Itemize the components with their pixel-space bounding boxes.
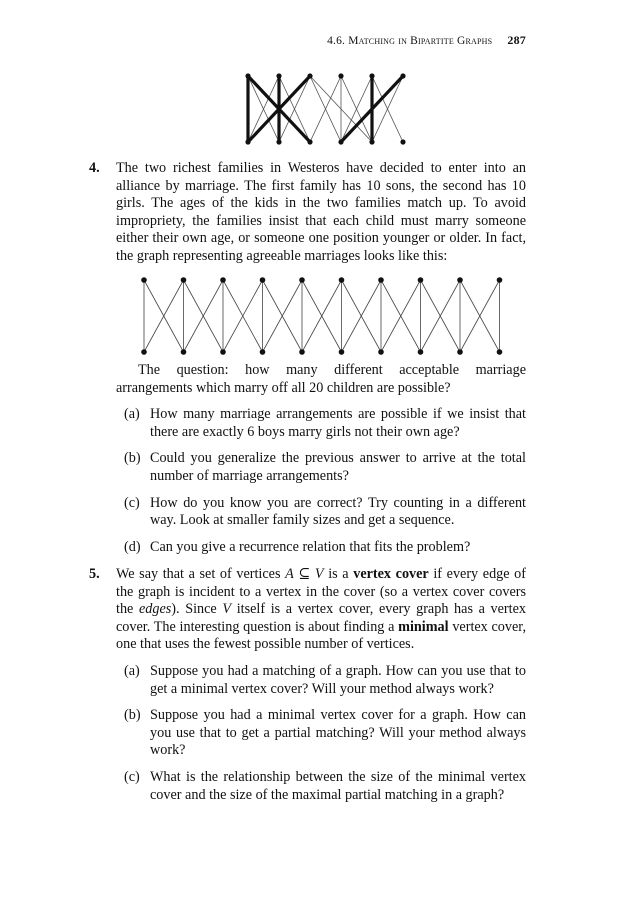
problem-4-question <box>116 362 526 565</box>
graph-vertex <box>369 139 374 144</box>
subquestion-list <box>116 406 526 556</box>
list-item <box>116 769 526 804</box>
list-item <box>116 663 526 698</box>
boy-vertex <box>260 277 266 283</box>
graph-vertex <box>369 73 374 78</box>
problem-intro: We say that a set of vertices A ⊆ V is a vertex cover if every edge of the graph is incident to a vertex in the cover (so a vertex cover covers the edges). Since V itself is a vertex cover, every graph has a vertex cover. The interesting question is about finding a minimal vertex cover, one that uses the fewest possible number of vertices. <box>116 566 526 653</box>
graph-vertex <box>307 73 312 78</box>
graph-vertex <box>338 139 343 144</box>
list-item <box>116 450 526 485</box>
item-text: Can you give a recurrence relation that fits the problem? <box>150 538 471 555</box>
item-text: How many marriage arrangements are possible if we insist that there are exactly 6 boys marry girls not their own age? <box>150 406 526 440</box>
graph-vertex <box>245 73 250 78</box>
problem-intro: The two richest families in Westeros have decided to enter into an alliance by marriage. The first family has 10 sons, the second has 10 girls. The ages of the kids in the two families match up. To avoid impropriety, the families insist that each child must marry someone either their own age, or someone one position younger or older. In fact, the graph representing agreeable marriages looks like this: <box>116 160 526 264</box>
boy-vertex <box>497 277 503 283</box>
problem-question: The question: how many different acceptable marriage arrangements which marry off all 20 children are possible? <box>116 362 526 396</box>
item-label: (a) <box>124 662 140 679</box>
boy-vertex <box>457 277 463 283</box>
page-number: 287 <box>507 33 526 47</box>
boy-vertex <box>181 277 187 283</box>
item-label: (a) <box>124 406 140 423</box>
list-item <box>116 406 526 441</box>
graph-vertex <box>338 73 343 78</box>
item-text: Suppose you had a matching of a graph. How can you use that to get a minimal vertex cover? Will your method always work? <box>150 662 526 697</box>
girl-vertex <box>418 349 424 355</box>
item-label: (c) <box>124 768 140 785</box>
girl-vertex <box>497 349 503 355</box>
item-text: Could you generalize the previous answer to arrive at the total number of marriage arrangements? <box>150 450 526 484</box>
girl-vertex <box>339 349 345 355</box>
girl-vertex <box>141 349 147 355</box>
list-item <box>116 495 526 530</box>
boy-vertex <box>220 277 226 283</box>
boy-vertex <box>378 277 384 283</box>
term-minimal: minimal <box>398 618 449 635</box>
list-item <box>116 707 526 760</box>
subquestion-list <box>116 663 526 804</box>
item-text: What is the relationship between the size of the minimal vertex cover and the size of the maximal partial matching in a graph? <box>150 768 526 803</box>
item-text: How do you know you are correct? Try counting in a different way. Look at smaller family sizes and get a sequence. <box>150 494 526 529</box>
problem-number: 5. <box>89 566 100 582</box>
girl-vertex <box>260 349 266 355</box>
boy-vertex <box>141 277 147 283</box>
item-label: (b) <box>124 707 141 724</box>
item-label: (b) <box>124 450 141 467</box>
term-vertex-cover: vertex cover <box>353 566 429 582</box>
girl-vertex <box>457 349 463 355</box>
graph-vertex <box>400 139 405 144</box>
girl-vertex <box>299 349 305 355</box>
problem-5 <box>89 566 526 813</box>
graph-vertex <box>400 73 405 78</box>
boy-vertex <box>299 277 305 283</box>
girl-vertex <box>378 349 384 355</box>
graph-vertex <box>276 73 281 78</box>
graph-vertex <box>245 139 250 144</box>
section-title: 4.6. Matching in Bipartite Graphs <box>327 35 493 47</box>
girl-vertex <box>220 349 226 355</box>
item-label: (c) <box>124 494 140 511</box>
problem-number: 4. <box>89 160 100 176</box>
item-label: (d) <box>124 538 141 555</box>
graph-vertex <box>307 139 312 144</box>
item-text: Suppose you had a minimal vertex cover for a graph. How can you use that to get a partial matching? Will your method always work? <box>150 707 526 759</box>
marriage-bipartite-graph <box>136 272 508 360</box>
boy-vertex <box>418 277 424 283</box>
problem-4 <box>89 160 526 266</box>
list-item <box>116 539 526 557</box>
running-header <box>327 33 526 48</box>
top-bipartite-graph <box>236 66 416 152</box>
boy-vertex <box>339 277 345 283</box>
graph-vertex <box>276 139 281 144</box>
girl-vertex <box>181 349 187 355</box>
